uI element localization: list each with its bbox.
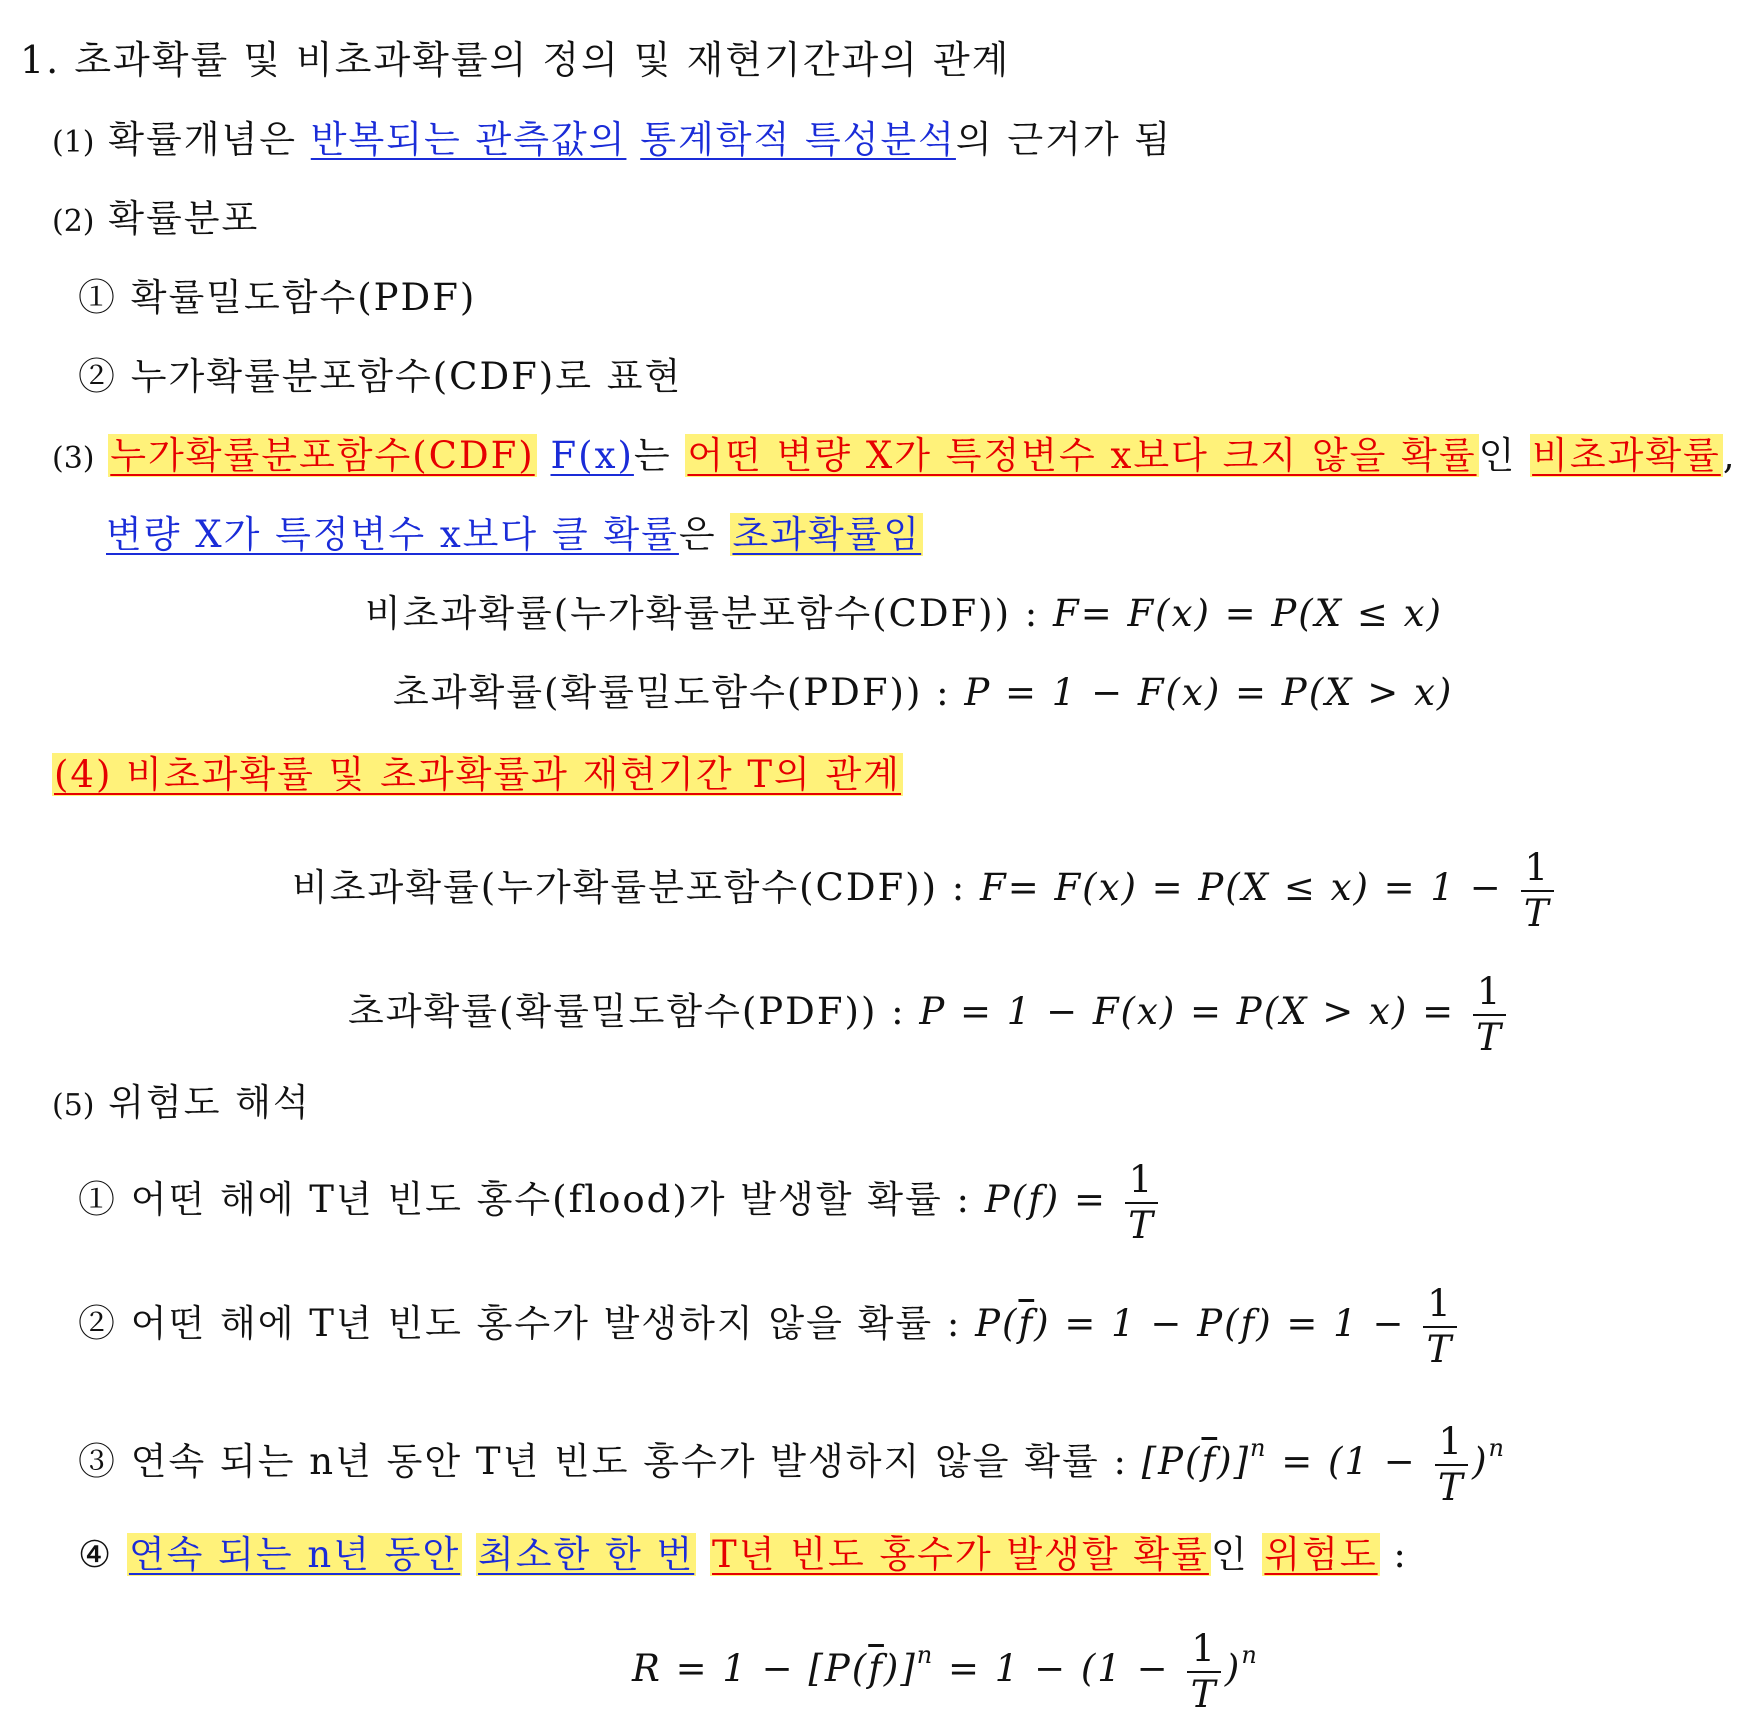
item-number: (3) <box>52 441 95 476</box>
item-number: (5) <box>52 1088 95 1123</box>
item-1: (1) 확률개념은 반복되는 관측값의 통계학적 특성분석의 근거가 됨 <box>52 118 1173 161</box>
circled-number: ④ <box>78 1533 114 1576</box>
item-5-sub-3: ③ 연속 되는 n년 동안 T년 빈도 홍수가 발생하지 않을 확률 : $[P(\overline{f})]^n = (1$ − $\frac{1}{T}$ )$^n$ <box>78 1419 1506 1509</box>
highlight-exceedance: 초과확률임 <box>732 513 922 556</box>
circled-number: ① <box>78 1178 117 1221</box>
item-3-line-2: 변량 X가 특정변수 x보다 클 확률은 초과확률임 <box>106 513 922 556</box>
equation-exceedance: 초과확률(확률밀도함수(PDF)) : P = 1 − F(x) = P(X > x) <box>393 671 1454 714</box>
highlight-risk: 위험도 <box>1264 1533 1378 1576</box>
item-5-sub-4: ④ 연속 되는 n년 동안 최소한 한 번 T년 빈도 홍수가 발생할 확률인 위험도 : <box>78 1533 1408 1576</box>
underlined-phrase: 변량 X가 특정변수 x보다 클 확률 <box>106 513 679 556</box>
item-5-sub-1: ① 어떤 해에 T년 빈도 홍수(flood)가 발생할 확률 : P(f) = $\frac{1}{T}$ <box>78 1150 1162 1250</box>
highlight-cdf: 누가확률분포함수(CDF) <box>110 434 535 477</box>
fraction: $\frac{1}{T}$ <box>1125 1158 1159 1248</box>
fraction: $\frac{1}{T}$ <box>1435 1420 1469 1510</box>
item-number: (2) <box>52 204 95 239</box>
underlined-phrase: 반복되는 관측값의 <box>310 118 627 161</box>
circled-number: ② <box>78 355 117 398</box>
function-notation: F(x) <box>550 434 634 477</box>
item-2: (2) 확률분포 <box>52 197 260 240</box>
equation-non-exceedance: 비초과확률(누가확률분포함수(CDF)) : F= F(x) = P(X ≤ x) <box>365 592 1443 635</box>
circled-number: ② <box>78 1302 117 1345</box>
circled-number: ③ <box>78 1440 117 1483</box>
underlined-phrase: 통계학적 특성분석 <box>640 118 956 161</box>
circled-number: ① <box>78 276 117 319</box>
highlight-flood-probability: T년 빈도 홍수가 발생할 확률 <box>712 1533 1209 1576</box>
item-3: (3) 누가확률분포함수(CDF) F(x)는 어떤 변량 X가 특정변수 x보다 크지 않을 확률인 비초과확률, <box>52 434 1737 477</box>
fraction: $\frac{1}{T}$ <box>1521 846 1555 936</box>
f-bar: $\overline{f}$ <box>1018 1302 1035 1345</box>
highlight-n-years: 연속 되는 n년 동안 <box>128 1533 461 1576</box>
item-5-sub-2: ② 어떤 해에 T년 빈도 홍수가 발생하지 않을 확률 : $P(\overline{f}) = 1 - P(f) = 1$ − $\frac{1}{T}$ <box>78 1274 1461 1374</box>
equation-return-period-non-exceedance: 비초과확률(누가확률분포함수(CDF)) : F= F(x) = P(X ≤ x) = 1 − $\frac{1}{T}$ <box>292 838 1558 938</box>
item-2-sub-1: ① 확률밀도함수(PDF) <box>78 276 477 319</box>
f-bar: $\overline{f}$ <box>868 1647 884 1690</box>
item-5: (5) 위험도 해석 <box>52 1081 311 1124</box>
item-number: (1) <box>52 125 95 160</box>
f-bar: $\overline{f}$ <box>1201 1440 1218 1483</box>
section-heading: 1. 초과확률 및 비초과확률의 정의 및 재현기간과의 관계 <box>20 38 1011 82</box>
item-2-sub-2: ② 누가확률분포함수(CDF)로 표현 <box>78 355 683 398</box>
highlight-definition: 어떤 변량 X가 특정변수 x보다 크지 않을 확률 <box>687 434 1477 477</box>
fraction: $\frac{1}{T}$ <box>1187 1627 1221 1717</box>
highlight-item-4-title: (4) 비초과확률 및 초과확률과 재현기간 T의 관계 <box>54 753 902 796</box>
equation-return-period-exceedance: 초과확률(확률밀도함수(PDF)) : P = 1 − F(x) = P(X > x) = $\frac{1}{T}$ <box>348 962 1510 1062</box>
highlight-at-least-once: 최소한 한 번 <box>478 1533 695 1576</box>
fraction: $\frac{1}{T}$ <box>1423 1282 1457 1372</box>
fraction: $\frac{1}{T}$ <box>1473 970 1507 1060</box>
equation-risk: $R = 1 - [P(\overline{f})]^n = 1 - (1$ − $\frac{1}{T}$ )$^n$ <box>632 1626 1259 1716</box>
item-4 <box>52 750 903 800</box>
highlight-non-exceedance: 비초과확률 <box>1532 434 1721 477</box>
